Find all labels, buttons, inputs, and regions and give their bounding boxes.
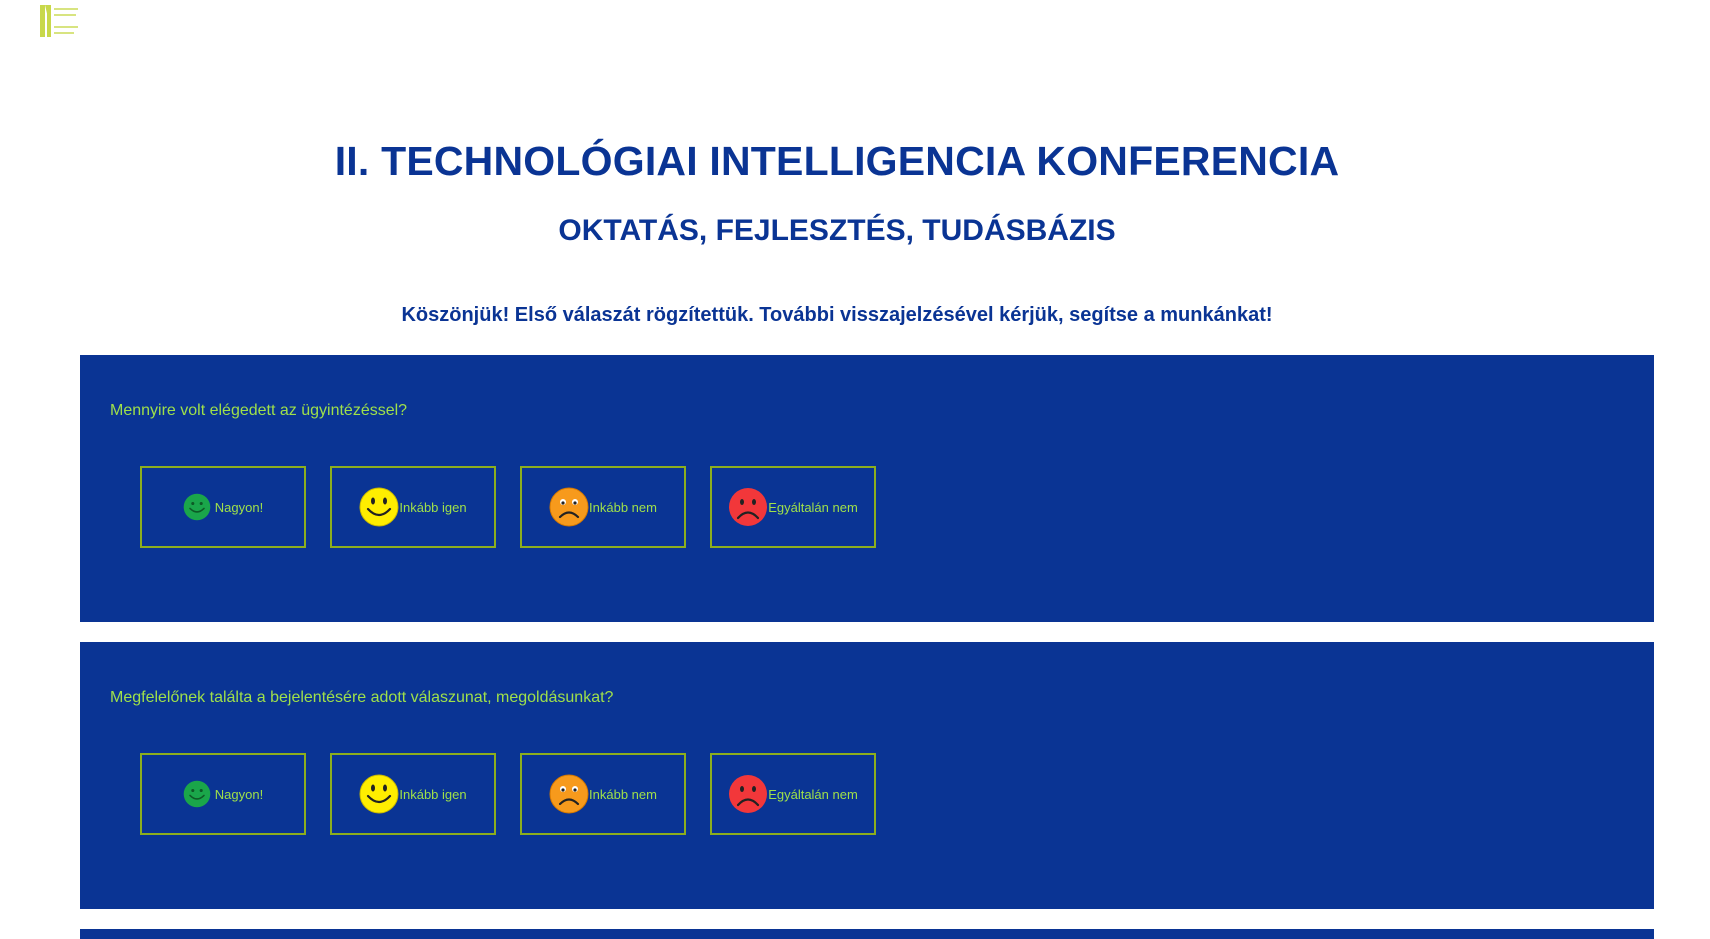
rating-option-nagyon[interactable] — [140, 753, 306, 835]
smile-yellow-icon — [359, 774, 399, 814]
frown-red-icon — [728, 487, 768, 527]
smile-green-icon — [183, 493, 211, 521]
rating-option-inkabb-nem[interactable] — [520, 753, 686, 835]
option-label: Egyáltalán nem — [768, 499, 858, 515]
smile-yellow-icon — [359, 487, 399, 527]
page-subtitle: OKTATÁS, FEJLESZTÉS, TUDÁSBÁZIS — [558, 214, 1116, 247]
question-panel-3 — [80, 929, 1654, 939]
rating-option-nagyon[interactable] — [140, 466, 306, 548]
rating-option-inkabb-igen[interactable] — [330, 753, 496, 835]
option-label: Nagyon! — [214, 499, 264, 515]
thank-you-message: Köszönjük! Első válaszát rögzítettük. További visszajelzésével kérjük, segítse a munkánkat! — [401, 304, 1273, 326]
rating-option-egyaltalan-nem[interactable] — [710, 753, 876, 835]
question-text: Mennyire volt elégedett az ügyintézéssel? — [110, 402, 408, 419]
rating-option-inkabb-nem[interactable] — [520, 466, 686, 548]
page-title: II. TECHNOLÓGIAI INTELLIGENCIA KONFERENCIA — [334, 138, 1340, 184]
frown-red-icon — [728, 774, 768, 814]
smile-green-icon — [183, 780, 211, 808]
frown-orange-icon — [549, 487, 589, 527]
option-label: Inkább nem — [589, 499, 657, 515]
rating-option-inkabb-igen[interactable] — [330, 466, 496, 548]
question-text: Megfelelőnek találta a bejelentésére adott válaszunat, megoldásunkat? — [110, 689, 614, 706]
frown-orange-icon — [549, 774, 589, 814]
option-label: Egyáltalán nem — [768, 786, 858, 802]
question-panel-1 — [80, 355, 1654, 622]
option-label: Inkább igen — [399, 499, 467, 515]
question-panel-2 — [80, 642, 1654, 909]
option-label: Nagyon! — [214, 786, 264, 802]
rating-option-egyaltalan-nem[interactable] — [710, 466, 876, 548]
tech4study-logo-icon — [40, 2, 80, 40]
option-label: Inkább igen — [399, 786, 467, 802]
option-label: Inkább nem — [589, 786, 657, 802]
